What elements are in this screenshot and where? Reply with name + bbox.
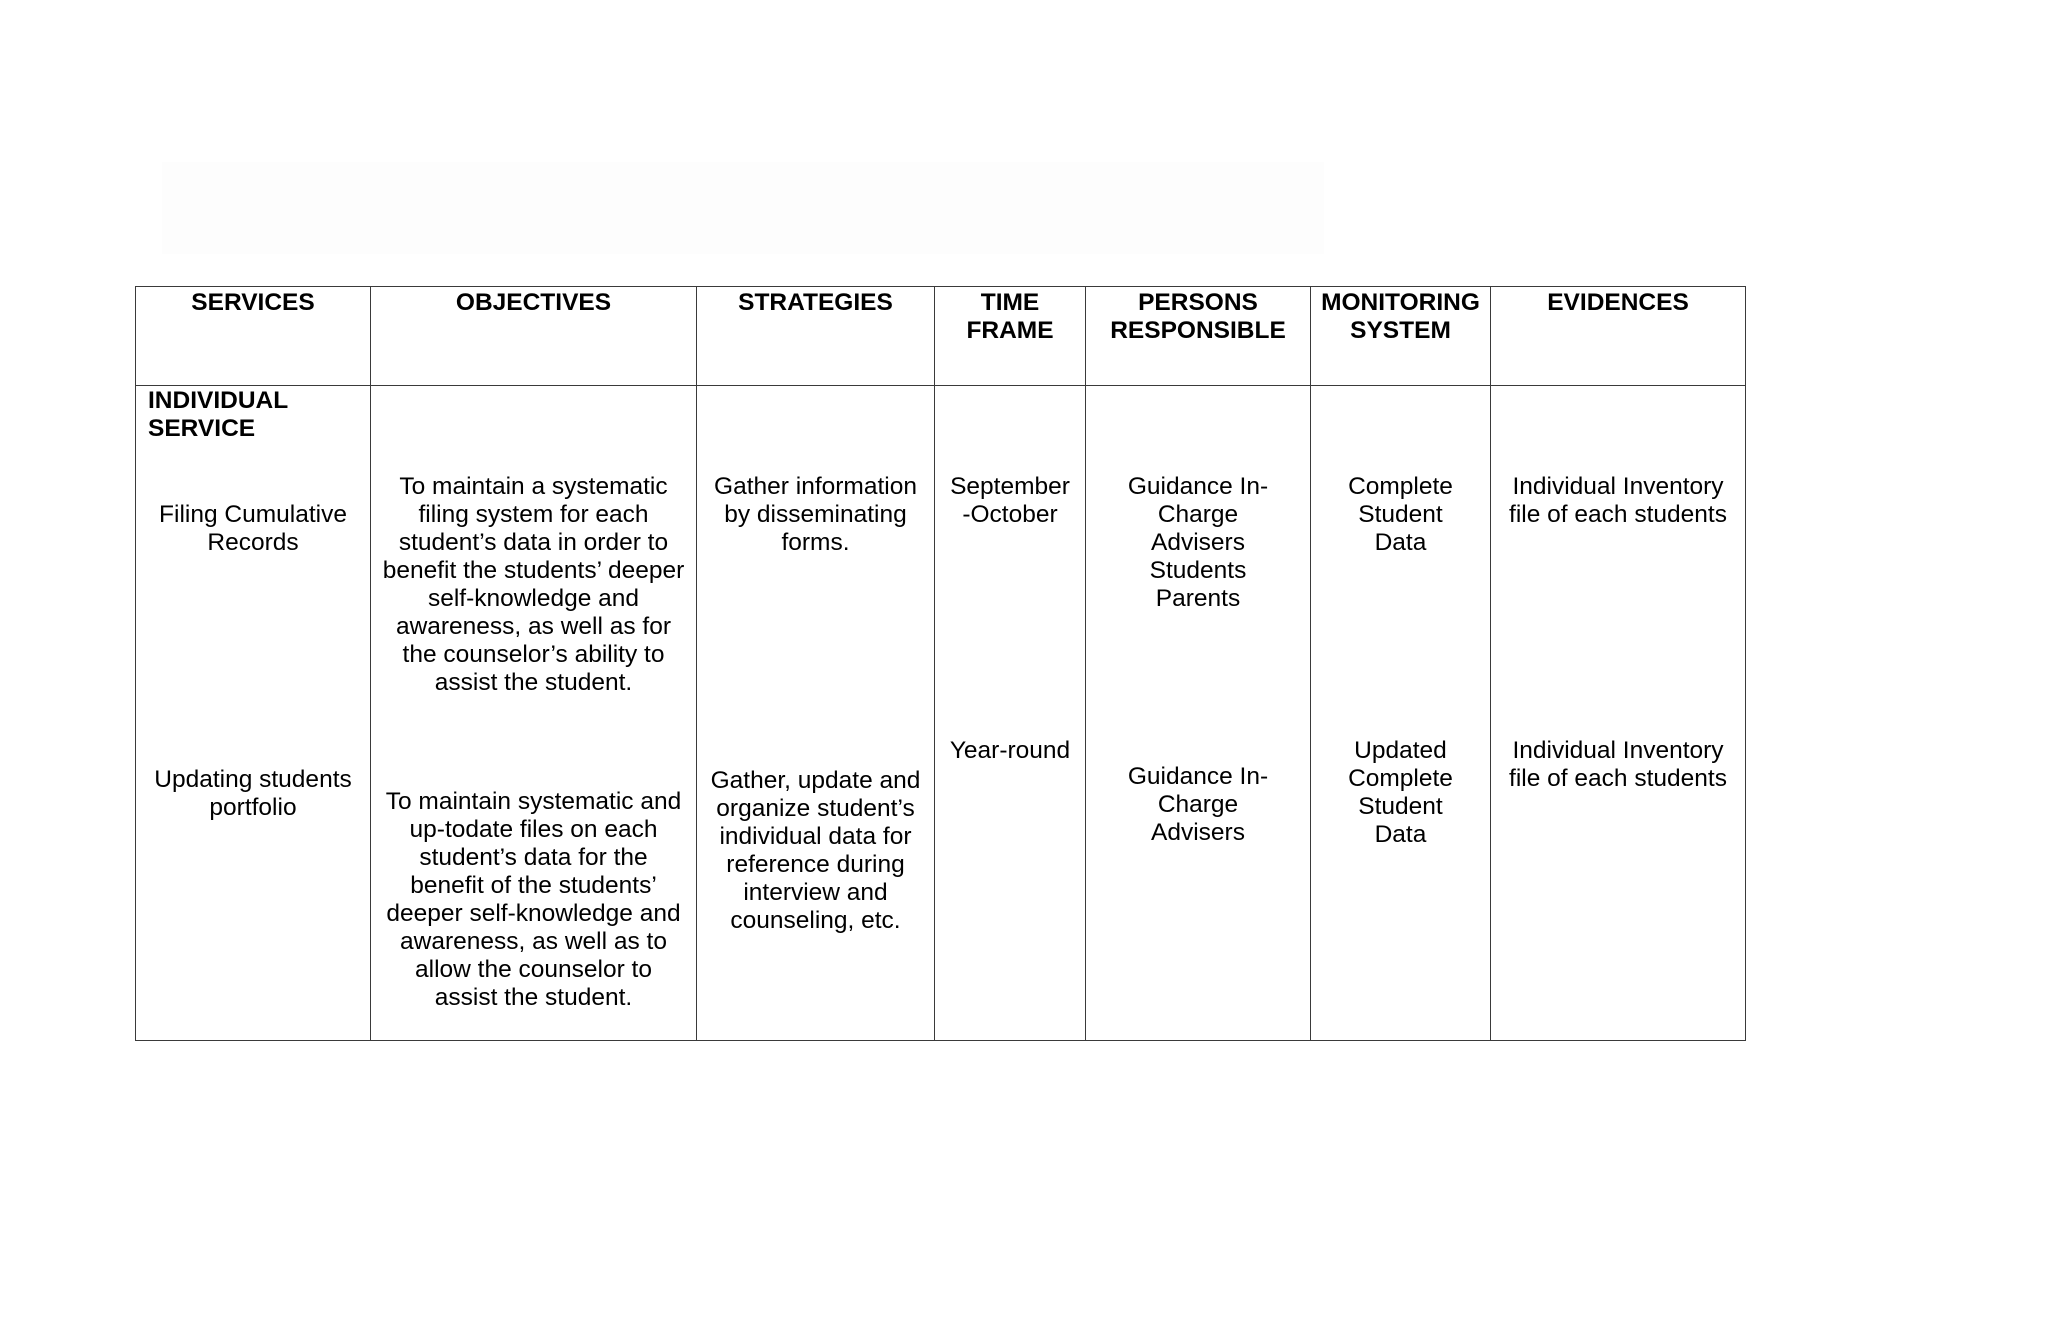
persons-updating-students-portfolio	[1092, 763, 1304, 847]
header-strategies: STRATEGIES	[697, 287, 935, 386]
person-item: Guidance In-Charge	[1127, 763, 1269, 818]
time-frame-cell	[935, 386, 1086, 1041]
person-item: Students	[1149, 557, 1247, 584]
person-item: Advisers	[1151, 819, 1245, 846]
table-row	[136, 386, 1746, 1041]
monitoring-updating-students-portfolio: Updated Complete Student Data	[1348, 737, 1453, 848]
evidence-updating-students-portfolio: Individual Inventory file of each students	[1509, 737, 1727, 792]
table-header-row	[136, 287, 1746, 386]
persons-responsible-cell	[1086, 386, 1311, 1041]
header-monitoring-system: MONITORING SYSTEM	[1311, 287, 1491, 386]
evidence-filing-cumulative-records: Individual Inventory file of each students	[1509, 473, 1727, 528]
objectives-cell	[371, 386, 697, 1041]
services-cell	[136, 386, 371, 1041]
person-item: Guidance In-Charge	[1127, 473, 1269, 528]
objective-updating-students-portfolio: To maintain systematic and up-todate files on each student’s data for the benefit of the students’ deeper self-knowledge and awareness, as well as to allow the counselor to assist the student.	[385, 788, 682, 1011]
header-persons-responsible: PERSONS RESPONSIBLE	[1086, 287, 1311, 386]
monitoring-filing-cumulative-records: Complete Student Data	[1348, 473, 1453, 556]
header-time-frame: TIME FRAME	[935, 287, 1086, 386]
strategy-filing-cumulative-records: Gather information by disseminating forms.	[714, 473, 917, 556]
strategy-updating-students-portfolio: Gather, update and organize student’s individual data for reference during interview and counseling, etc.	[710, 767, 921, 934]
strategies-cell	[697, 386, 935, 1041]
time-frame-updating-students-portfolio: Year-round	[949, 737, 1071, 764]
service-updating-students-portfolio: Updating students portfolio	[154, 766, 352, 821]
evidences-cell	[1491, 386, 1746, 1041]
section-title: INDIVIDUAL SERVICE	[148, 387, 288, 442]
header-evidences: EVIDENCES	[1491, 287, 1746, 386]
guidance-program-table	[135, 286, 1746, 1041]
header-services: SERVICES	[136, 287, 371, 386]
service-filing-cumulative-records: Filing Cumulative Records	[159, 501, 347, 556]
header-band	[162, 162, 1324, 254]
objective-filing-cumulative-records: To maintain a systematic filing system for each student’s data in order to benefit the students’ deeper self-knowledge and awareness, as well as for the counselor’s ability to assist the student.	[382, 473, 685, 696]
person-item: Parents	[1155, 585, 1241, 612]
persons-filing-cumulative-records	[1092, 473, 1304, 613]
monitoring-system-cell	[1311, 386, 1491, 1041]
time-frame-filing-cumulative-records: September-October	[950, 473, 1070, 528]
person-item: Advisers	[1151, 529, 1245, 556]
header-objectives: OBJECTIVES	[371, 287, 697, 386]
